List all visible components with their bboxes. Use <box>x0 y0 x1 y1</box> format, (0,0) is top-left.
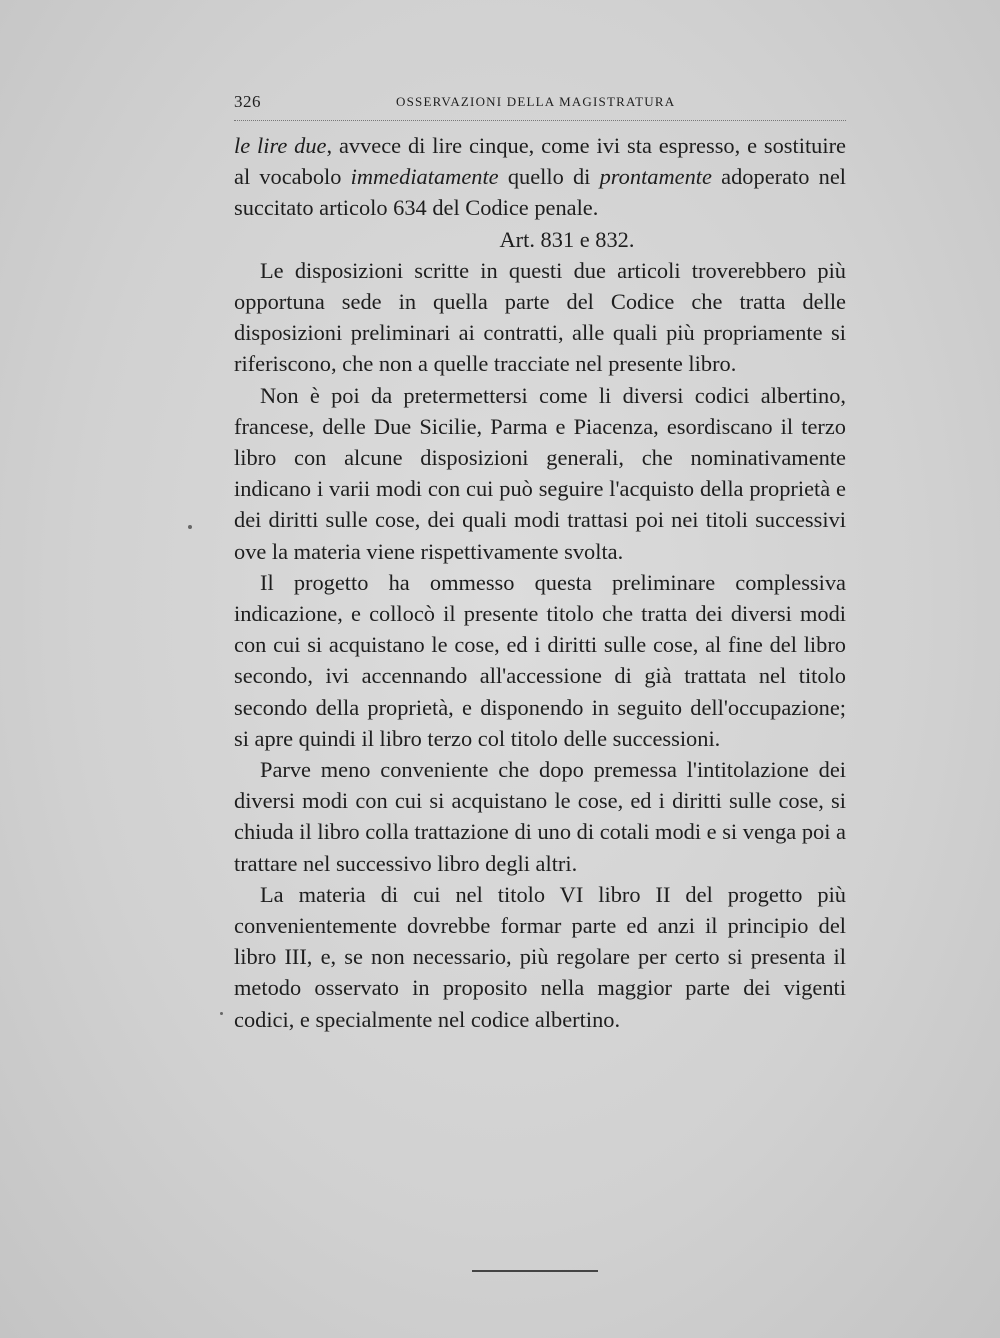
article-heading: Art. 831 e 832. <box>499 226 635 252</box>
italic-phrase: prontamente <box>599 164 712 190</box>
page-number: 326 <box>234 92 261 111</box>
paragraph: La materia di cui nel titolo VI libro II del progetto più convenientemente dovrebbe formar parte ed anzi il principio del libro III, e, se non necessario, più regolare per certo si presenta il metodo osservato in proposito nella maggior parte dei vigenti codici, e specialmente nel codice albertino. <box>234 881 846 1032</box>
italic-phrase: le lire due <box>234 133 327 158</box>
body-text <box>234 130 846 1035</box>
paper-speck <box>220 1012 223 1015</box>
page-header <box>234 90 846 121</box>
italic-phrase: immediatamente <box>350 164 499 190</box>
text-run: , avvece di lire cinque, come ivi sta espresso, e sostituire al vocabolo <box>234 133 846 190</box>
paragraph: Le disposizioni scritte in questi due articoli troverebbero più opportuna sede in quella parte del Codice che tratta delle disposizioni preliminari ai contratti, alle quali più propriamente si riferiscono, che non a quelle tracciate nel presente libro. <box>234 257 846 377</box>
paragraph: Il progetto ha ommesso questa preliminare complessiva indicazione, e collocò il presente titolo che tratta dei diversi modi con cui si acquistano le cose, ed i diritti sulle cose, al fine del libro secondo, ivi accennando all'accessione di già trattata nel titolo secondo della proprietà, e disponendo in seguito dell'occupazione; si apre quindi il libro terzo col titolo delle successioni. <box>234 569 846 751</box>
paragraph: Non è poi da pretermettersi come li diversi codici albertino, francese, delle Due Sicilie, Parma e Piacenza, esordiscano il terzo libro con alcune disposizioni generali, che nominativamente indicano i varii modi con cui può seguire l'acquisto della proprietà e dei diritti sulle cose, dei quali modi trattasi poi nei titoli successivi ove la materia viene rispettivamente svolta. <box>234 382 846 564</box>
text-run: adoperato nel succitato articolo 634 del Codice penale. <box>234 164 846 221</box>
closing-rule <box>472 1270 598 1272</box>
paper-speck <box>188 525 192 529</box>
text-run: quello di <box>498 164 600 190</box>
paragraph: Parve meno conveniente che dopo premessa l'intitolazione dei diversi modi con cui si acquistano le cose, ed i diritti sulle cose, si chiuda il libro colla trattazione di uno di cotali modi e si venga poi a trattare nel successivo libro degli altri. <box>234 757 846 876</box>
paragraph-continuation <box>234 130 846 224</box>
running-head: OSSERVAZIONI DELLA MAGISTRATURA <box>396 94 676 109</box>
